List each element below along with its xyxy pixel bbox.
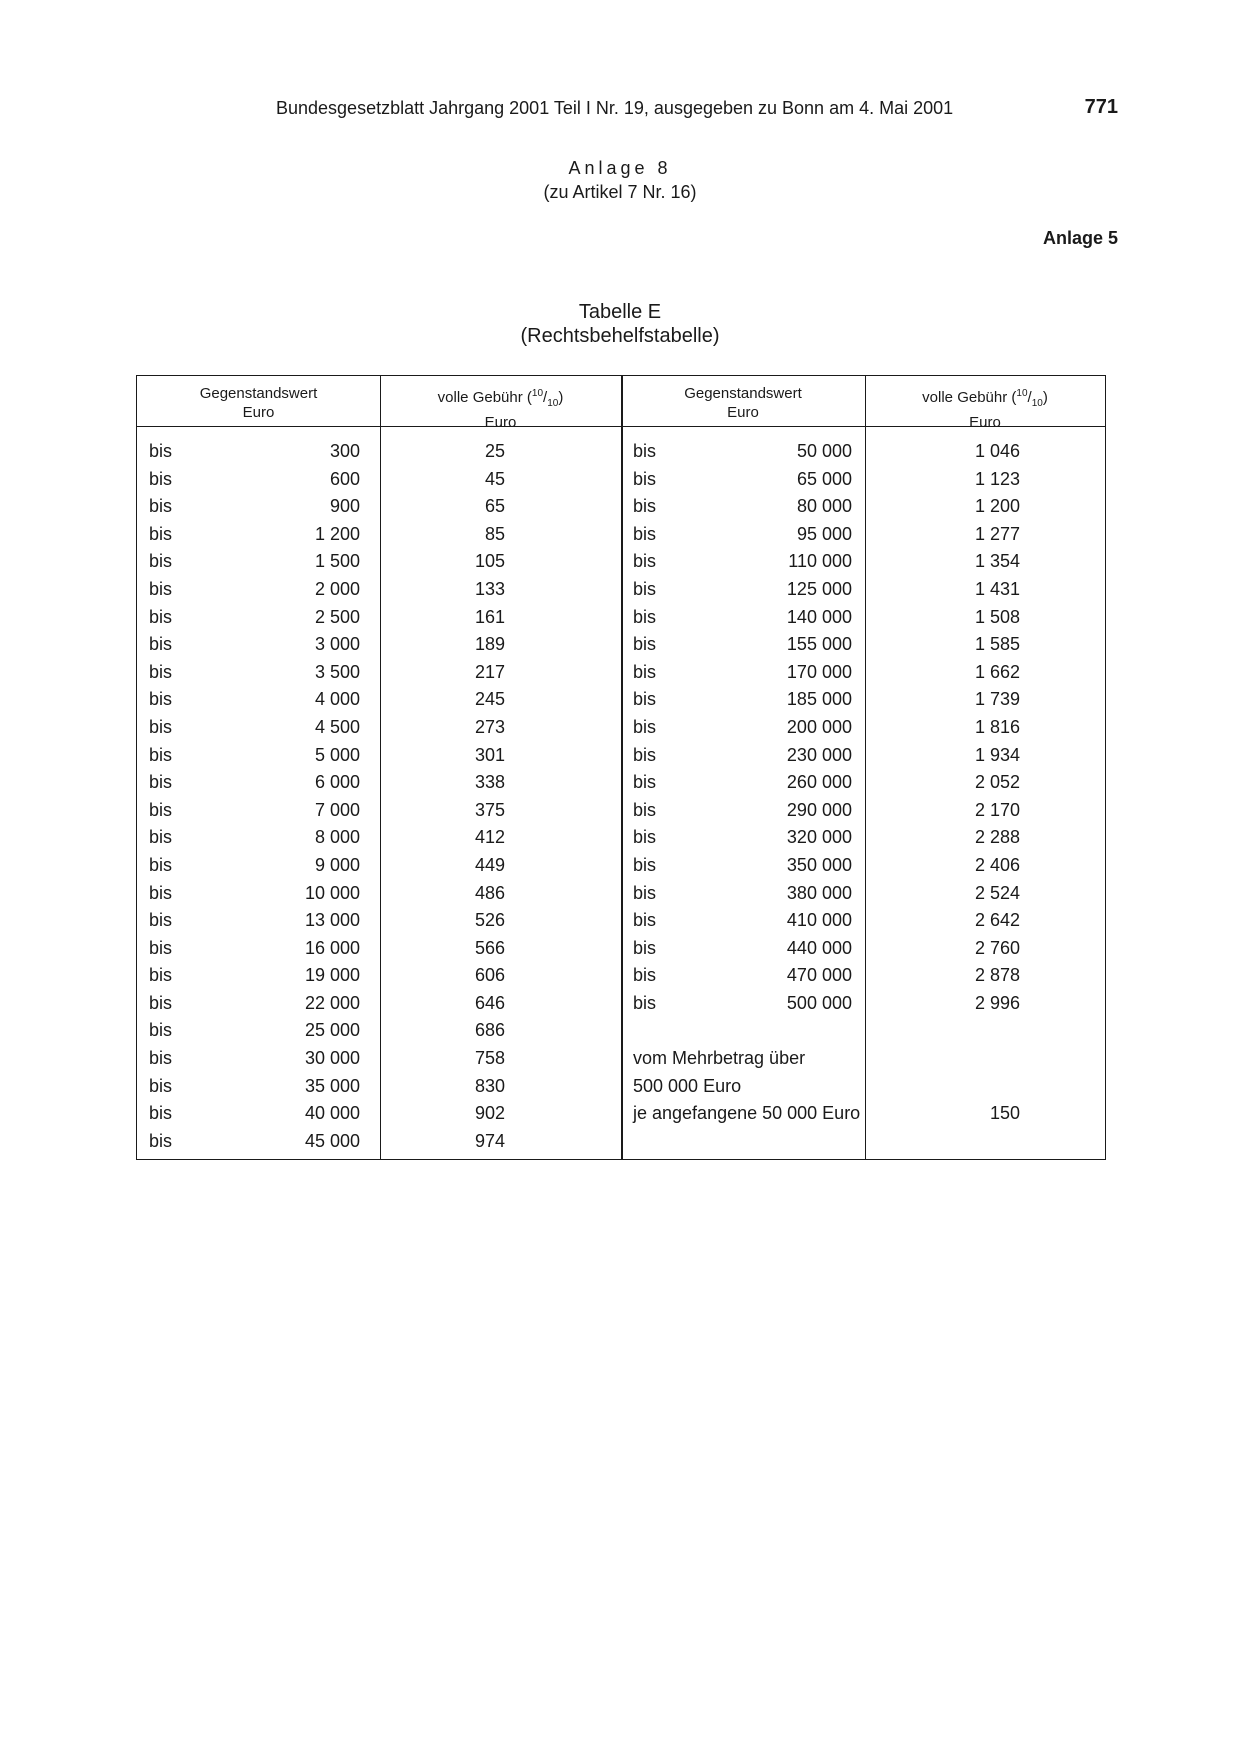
gegenstandswert-value: 16 000 [304,937,360,958]
table-row [137,1017,1105,1045]
table-row [137,686,1105,714]
bis-label: bis [633,965,657,986]
fee-value: 412 [474,827,505,848]
bis-label: bis [149,634,173,655]
table-row [137,631,1105,659]
bis-label: bis [633,716,657,737]
gegenstandswert-value: 45 000 [304,1130,360,1151]
bis-label: bis [149,468,173,489]
table-row [137,576,1105,604]
bis-label: bis [149,744,173,765]
fee-value: 1 123 [974,468,1020,489]
gegenstandswert-value: 600 [329,468,360,489]
fee-value: 1 354 [974,551,1020,572]
mehrbetrag-text: 500 000 Euro [633,1075,742,1096]
gegenstandswert-value: 260 000 [786,772,852,793]
fee-value: 2 524 [974,882,1020,903]
fee-value: 902 [474,1103,505,1124]
bis-label: bis [633,551,657,572]
fee-value: 1 431 [974,578,1020,599]
gegenstandswert-value: 2 000 [314,578,360,599]
bis-label: bis [149,606,173,627]
gegenstandswert-value: 125 000 [786,578,852,599]
gegenstandswert-value: 410 000 [786,910,852,931]
gegenstandswert-value: 10 000 [304,882,360,903]
mehrbetrag-text: je angefangene 50 000 Euro [633,1103,861,1124]
bis-label: bis [633,910,657,931]
gegenstandswert-value: 1 200 [314,523,360,544]
bis-label: bis [633,799,657,820]
table-row [137,466,1105,494]
bis-label: bis [149,854,173,875]
gegenstandswert-value: 2 500 [314,606,360,627]
gegenstandswert-value: 7 000 [314,799,360,820]
bis-label: bis [633,661,657,682]
gegenstandswert-value: 170 000 [786,661,852,682]
fee-value: 449 [474,854,505,875]
gegenstandswert-value: 185 000 [786,689,852,710]
table-row [137,493,1105,521]
bis-label: bis [633,441,657,461]
table-row [137,1073,1105,1101]
fee-value: 2 288 [974,827,1020,848]
fee-value: 606 [474,965,505,986]
bis-label: bis [149,496,173,517]
gegenstandswert-value: 500 000 [786,992,852,1013]
bis-label: bis [149,578,173,599]
bis-label: bis [149,992,173,1013]
table-row [137,604,1105,632]
table-row [137,1128,1105,1156]
table-row [137,438,1105,466]
bis-label: bis [149,689,173,710]
bis-label: bis [633,468,657,489]
fee-value: 1 934 [974,744,1020,765]
fee-value: 1 277 [974,523,1020,544]
gegenstandswert-value: 22 000 [304,992,360,1013]
table-row [137,1045,1105,1073]
fee-value: 830 [474,1075,505,1096]
gegenstandswert-value: 25 000 [304,1020,360,1041]
header-gegenstandswert-right: Gegenstandswert Euro [684,385,802,421]
gegenstandswert-value: 440 000 [786,937,852,958]
fee-value: 758 [474,1048,505,1069]
mehrbetrag-text: vom Mehrbetrag über [633,1048,806,1069]
bis-label: bis [633,689,657,710]
table-row [137,521,1105,549]
gegenstandswert-value: 200 000 [786,716,852,737]
gegenstandswert-value: 95 000 [796,523,852,544]
gegenstandswert-value: 6 000 [314,772,360,793]
bis-label: bis [633,992,657,1013]
table-subtitle: (Rechtsbehelfstabelle) [520,325,720,347]
bis-label: bis [149,799,173,820]
bis-label: bis [633,606,657,627]
mehrbetrag-fee: 150 [989,1103,1020,1124]
fee-value: 1 508 [974,606,1020,627]
fee-value: 2 996 [974,992,1020,1013]
gegenstandswert-value: 13 000 [304,910,360,931]
gegenstandswert-value: 470 000 [786,965,852,986]
anlage-heading: Anlage 8 [568,158,672,178]
bis-label: bis [633,634,657,655]
table-body [137,438,1105,1155]
table-row [137,962,1105,990]
table-row [137,797,1105,825]
bis-label: bis [149,937,173,958]
gegenstandswert-value: 140 000 [786,606,852,627]
gegenstandswert-value: 30 000 [304,1048,360,1069]
gegenstandswert-value: 900 [329,496,360,517]
bis-label: bis [149,523,173,544]
table-row [137,714,1105,742]
fee-value: 2 642 [974,910,1020,931]
bis-label: bis [149,1020,173,1041]
table-row [137,907,1105,935]
article-reference: (zu Artikel 7 Nr. 16) [543,182,697,202]
gegenstandswert-value: 35 000 [304,1075,360,1096]
fee-value: 133 [474,578,505,599]
table-row [137,824,1105,852]
bis-label: bis [149,1075,173,1096]
fee-value: 1 816 [974,716,1020,737]
fee-value: 189 [474,634,505,655]
fee-value: 25 [484,441,505,461]
fee-value: 1 585 [974,634,1020,655]
bis-label: bis [633,523,657,544]
fee-value: 375 [474,799,505,820]
gegenstandswert-value: 290 000 [786,799,852,820]
gegenstandswert-value: 3 000 [314,634,360,655]
bis-label: bis [149,1103,173,1124]
anlage-right-label: Anlage 5 [1042,228,1118,248]
gegenstandswert-value: 155 000 [786,634,852,655]
bis-label: bis [149,772,173,793]
table-row [137,742,1105,770]
bis-label: bis [149,882,173,903]
gegenstandswert-value: 50 000 [796,441,852,461]
bis-label: bis [633,744,657,765]
bis-label: bis [149,1048,173,1069]
table-row [137,1100,1105,1128]
gegenstandswert-value: 8 000 [314,827,360,848]
gegenstandswert-value: 1 500 [314,551,360,572]
gegenstandswert-value: 19 000 [304,965,360,986]
fee-value: 65 [484,496,505,517]
bis-label: bis [149,441,173,461]
bis-label: bis [149,1130,173,1151]
fee-value: 273 [474,716,505,737]
gegenstandswert-value: 9 000 [314,854,360,875]
bis-label: bis [633,937,657,958]
fee-value: 1 046 [974,441,1020,461]
fee-value: 526 [474,910,505,931]
fee-value: 686 [474,1020,505,1041]
header-gebuehr-right: volle Gebühr $(^{10}/_{10})$ Euro [922,388,1048,431]
fee-value: 1 200 [974,496,1020,517]
table-title: Tabelle E [578,301,662,323]
gegenstandswert-value: 380 000 [786,882,852,903]
gegenstandswert-value: 5 000 [314,744,360,765]
fee-value: 85 [484,523,505,544]
fee-value: 217 [474,661,505,682]
bis-label: bis [633,496,657,517]
fee-value: 2 406 [974,854,1020,875]
fee-value: 105 [474,551,505,572]
fee-value: 45 [484,468,505,489]
gegenstandswert-value: 320 000 [786,827,852,848]
fee-value: 486 [474,882,505,903]
gegenstandswert-value: 300 [329,441,360,461]
table-row [137,852,1105,880]
bis-label: bis [633,827,657,848]
table-row [137,990,1105,1018]
fee-value: 1 739 [974,689,1020,710]
fee-value: 301 [474,744,505,765]
fee-value: 646 [474,992,505,1013]
fee-value: 338 [474,772,505,793]
bis-label: bis [633,772,657,793]
gegenstandswert-value: 230 000 [786,744,852,765]
table-row [137,548,1105,576]
fee-value: 161 [474,606,505,627]
table-title-block [0,300,1240,348]
fee-value: 2 878 [974,965,1020,986]
bis-label: bis [149,827,173,848]
gegenstandswert-value: 65 000 [796,468,852,489]
fee-value: 1 662 [974,661,1020,682]
gegenstandswert-value: 80 000 [796,496,852,517]
page-number: 771 [1084,96,1118,118]
table-row [137,935,1105,963]
bis-label: bis [149,661,173,682]
bis-label: bis [149,551,173,572]
bis-label: bis [633,854,657,875]
fee-value: 2 052 [974,772,1020,793]
fee-value: 2 760 [974,937,1020,958]
gegenstandswert-value: 350 000 [786,854,852,875]
fee-table [136,375,1106,1160]
gegenstandswert-value: 3 500 [314,661,360,682]
fee-value: 974 [474,1130,505,1151]
fee-value: 566 [474,937,505,958]
gegenstandswert-value: 4 500 [314,716,360,737]
table-row [137,659,1105,687]
gegenstandswert-value: 40 000 [304,1103,360,1124]
page-header [0,98,1240,124]
bis-label: bis [149,910,173,931]
bis-label: bis [633,578,657,599]
header-gebuehr-left: volle Gebühr $(^{10}/_{10})$ Euro [437,388,564,431]
table-row [137,769,1105,797]
table-row [137,880,1105,908]
header-gegenstandswert-left: Gegenstandswert Euro [199,385,318,421]
bis-label: bis [149,716,173,737]
fee-value: 2 170 [974,799,1020,820]
bis-label: bis [633,882,657,903]
gegenstandswert-value: 110 000 [788,551,852,572]
header-title: Bundesgesetzblatt Jahrgang 2001 Teil I Nr. 19, ausgegeben zu Bonn am 4. Mai 2001 [276,98,954,118]
gegenstandswert-value: 4 000 [314,689,360,710]
fee-value: 245 [474,689,505,710]
bis-label: bis [149,965,173,986]
